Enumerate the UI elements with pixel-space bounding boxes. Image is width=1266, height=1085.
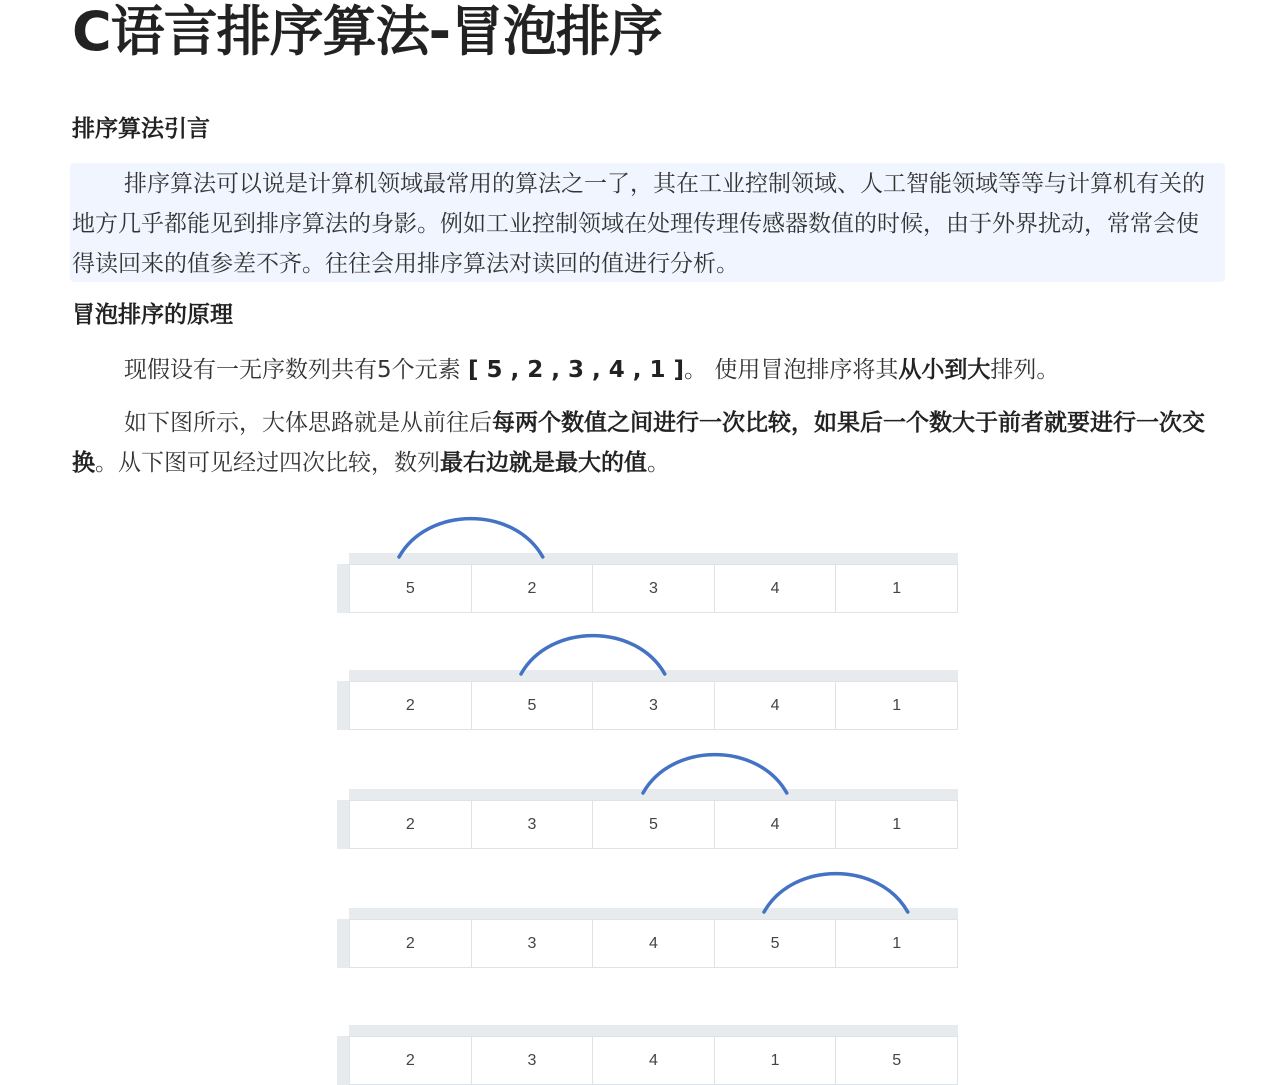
p2-text-c: 。从下图可见经过四次比较，数列 — [95, 450, 440, 476]
compare-arc-step-1 — [395, 515, 547, 563]
array-cell: 3 — [593, 565, 715, 612]
compare-arc-path — [521, 636, 665, 674]
row-left-border — [337, 681, 349, 730]
p2-emphasis-max: 最右边就是最大的值 — [440, 450, 647, 476]
array-cell: 2 — [350, 801, 472, 848]
row-left-border — [337, 1036, 349, 1085]
array-cell: 5 — [350, 565, 472, 612]
row-top-border — [349, 1025, 958, 1036]
compare-arc-step-3 — [639, 751, 791, 799]
array-cell: 3 — [472, 801, 594, 848]
section-heading-intro: 排序算法引言 — [72, 116, 210, 142]
array-cell: 1 — [892, 815, 902, 833]
row-left-border — [337, 564, 349, 613]
compare-arc-path — [764, 874, 908, 912]
array-cells — [349, 919, 958, 968]
array-cell: 3 — [472, 920, 594, 967]
array-cell: 1 — [892, 579, 902, 597]
array-cell: 1 — [892, 934, 902, 952]
array-cell: 5 — [715, 920, 837, 967]
array-cells — [349, 1036, 958, 1085]
compare-arc-path — [643, 755, 787, 793]
array-cell: 1 — [892, 696, 902, 714]
array-cell: 1 — [715, 1037, 837, 1084]
compare-arc-step-2 — [517, 632, 669, 680]
p1-text-a: 现假设有一无序数列共有5个元素 — [124, 357, 468, 383]
p1-text-c: 。 使用冒泡排序将其 — [684, 357, 899, 383]
array-cell: 4 — [593, 1037, 715, 1084]
array-row-step-5 — [337, 1025, 958, 1085]
array-cell: 5 — [892, 1051, 902, 1069]
array-cell: 2 — [350, 1037, 472, 1084]
array-cell: 4 — [715, 565, 837, 612]
array-cells — [349, 681, 958, 730]
p1-text-e: 排列。 — [990, 357, 1060, 383]
array-cell: 2 — [350, 682, 472, 729]
p2-text-a: 如下图所示，大体思路就是从前往后 — [124, 410, 492, 436]
array-cell: 4 — [593, 920, 715, 967]
p2-emphasis-compare: 每两个数值之间进行一次比较，如果后一个数大于前者就要进行一次交换 — [72, 410, 1205, 476]
section-heading-principle: 冒泡排序的原理 — [72, 302, 233, 328]
principle-paragraph-1 — [72, 350, 1207, 390]
p2-text-e: 。 — [647, 450, 670, 476]
array-cell: 5 — [593, 801, 715, 848]
array-cells — [349, 800, 958, 849]
array-cell: 4 — [715, 682, 837, 729]
compare-arc-step-4 — [760, 870, 912, 918]
array-cells — [349, 564, 958, 613]
array-cell: 2 — [350, 920, 472, 967]
array-cell: 3 — [472, 1037, 594, 1084]
row-left-border — [337, 919, 349, 968]
row-left-border — [337, 800, 349, 849]
intro-paragraph: 排序算法可以说是计算机领域最常用的算法之一了，其在工业控制领域、人工智能领域等等与计算机有关的地方几乎都能见到排序算法的身影。例如工业控制领域在处理传理传感器数值的时候，由于外界扰动，常常会使得读回来的值参差不齐。往往会用排序算法对读回的值进行分析。 — [72, 171, 1205, 277]
page-title: C语言排序算法-冒泡排序 — [72, 0, 663, 63]
array-cell: 5 — [472, 682, 594, 729]
array-cell: 3 — [593, 682, 715, 729]
compare-arc-path — [399, 519, 543, 557]
array-cell: 2 — [472, 565, 594, 612]
array-cell: 4 — [715, 801, 837, 848]
principle-paragraph-2 — [72, 403, 1207, 483]
p1-array: [ 5 , 2 , 3 , 4 , 1 ] — [467, 357, 685, 383]
p1-emphasis-order: 从小到大 — [898, 357, 991, 383]
